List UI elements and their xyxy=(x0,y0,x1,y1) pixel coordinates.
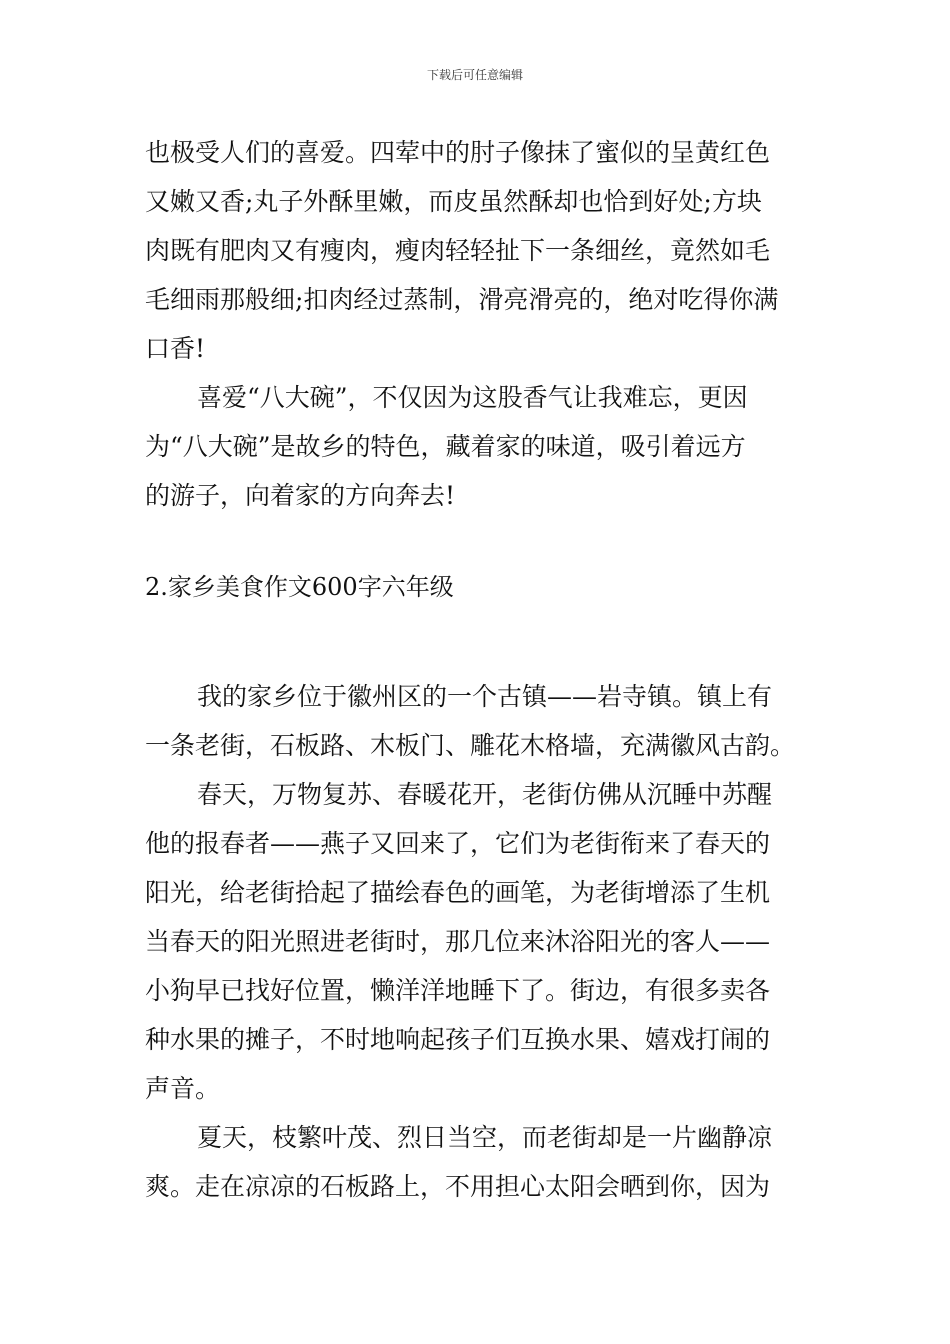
text-line: 小狗早已找好位置，懒洋洋地睡下了。街边，有很多卖各 xyxy=(145,976,771,1005)
text-line: 种水果的摊子，不时地响起孩子们互换水果、嬉戏打闹的 xyxy=(145,1025,771,1054)
paragraph-meat-dishes xyxy=(145,128,810,373)
text-line: 又嫩又香;丸子外酥里嫩，而皮虽然酥却也恰到好处;方块 xyxy=(145,187,762,216)
page-header: 下载后可任意编辑 xyxy=(426,68,523,82)
text-line: 肉既有肥肉又有瘦肉，瘦肉轻轻扯下一条细丝，竟然如毛 xyxy=(145,236,771,265)
paragraph-spring xyxy=(145,770,810,1113)
text-line: 爽。走在凉凉的石板路上，不用担心太阳会晒到你，因为 xyxy=(145,1172,771,1201)
text-line: 也极受人们的喜爱。四荤中的肘子像抹了蜜似的呈黄红色 xyxy=(145,138,771,167)
text-line: 喜爱“八大碗”，不仅因为这股香气让我难忘，更因 xyxy=(197,383,748,412)
text-line: 声音。 xyxy=(145,1074,221,1103)
text-line: 毛细雨那般细;扣肉经过蒸制，滑亮滑亮的，绝对吃得你满 xyxy=(145,285,779,314)
text-line: 春天，万物复苏、春暖花开，老街仿佛从沉睡中苏醒 xyxy=(197,780,773,809)
text-line: 为“八大碗”是故乡的特色，藏着家的味道，吸引着远方 xyxy=(145,432,746,461)
paragraph-hometown-intro xyxy=(145,672,810,770)
section-heading: 2.家乡美食作文600字六年级 xyxy=(145,573,454,601)
text-line: 口香! xyxy=(145,334,206,363)
text-line: 的游子，向着家的方向奔去! xyxy=(145,481,456,510)
paragraph-summer xyxy=(145,1113,810,1211)
text-line: 他的报春者——燕子又回来了，它们为老街衔来了春天的 xyxy=(145,829,771,858)
text-line: 一条老街，石板路、木板门、雕花木格墙，充满徽风古韵。 xyxy=(145,731,796,760)
paragraph-eight-bowls xyxy=(145,373,810,520)
text-line: 夏天，枝繁叶茂、烈日当空，而老街却是一片幽静凉 xyxy=(197,1123,773,1152)
text-line: 我的家乡位于徽州区的一个古镇——岩寺镇。镇上有 xyxy=(197,682,773,711)
text-line: 当春天的阳光照进老街时，那几位来沐浴阳光的客人—— xyxy=(145,927,771,956)
document-body xyxy=(145,128,810,1211)
text-line: 阳光，给老街拾起了描绘春色的画笔，为老街增添了生机 xyxy=(145,878,771,907)
